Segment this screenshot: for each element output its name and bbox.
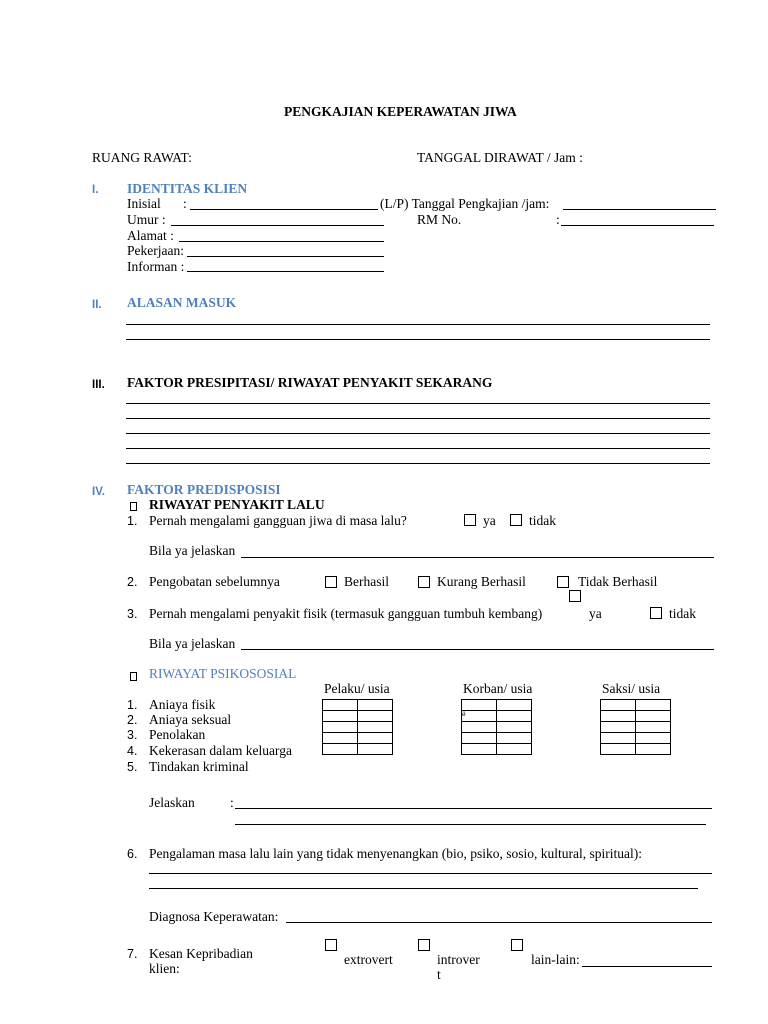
riwayat-psikososial-heading: RIWAYAT PSIKOSOSIAL <box>149 666 297 681</box>
q3-number: 3. <box>127 607 138 621</box>
grid-cell[interactable] <box>636 700 671 711</box>
grid-cell[interactable] <box>601 733 636 744</box>
alamat-field[interactable] <box>179 229 384 242</box>
q1-bila-label: Bila ya jelaskan <box>149 543 236 558</box>
q7-lain-lain-field[interactable] <box>582 954 712 967</box>
grid-cell[interactable] <box>462 744 497 755</box>
grid-cell[interactable] <box>323 733 358 744</box>
q7-number: 7. <box>127 947 138 961</box>
q2-kurang-berhasil-checkbox[interactable] <box>418 576 430 588</box>
q2-tidak-berhasil-checkbox[interactable] <box>557 576 569 588</box>
inisial-field[interactable] <box>190 197 378 210</box>
q2-tidak-berhasil-label: Tidak Berhasil <box>578 574 658 589</box>
jelaskan-line-1[interactable] <box>235 808 712 809</box>
q1-tidak-checkbox[interactable] <box>510 514 522 526</box>
riwayat-penyakit-lalu-heading: RIWAYAT PENYAKIT LALU <box>149 497 325 512</box>
grid-cell[interactable] <box>462 722 497 733</box>
grid-cell[interactable] <box>462 700 497 711</box>
umur-label: Umur : <box>127 212 166 227</box>
q2-number: 2. <box>127 575 138 589</box>
jelaskan-label: Jelaskan <box>149 795 195 810</box>
grid-cell[interactable] <box>601 700 636 711</box>
rm-no-label: RM No. <box>417 212 462 227</box>
q7-lain-lain-label: lain-lain: <box>531 952 580 967</box>
grid-cell[interactable] <box>601 711 636 722</box>
alamat-label: Alamat : <box>127 228 174 243</box>
grid-cell[interactable] <box>358 722 393 733</box>
grid-cell[interactable] <box>497 700 532 711</box>
psiko-item-label: Penolakan <box>149 727 206 742</box>
section-2-number: II. <box>92 299 102 311</box>
q3-ya-label: ya <box>589 606 602 621</box>
grid-cell[interactable] <box>323 722 358 733</box>
psiko-item-label: Aniaya fisik <box>149 697 216 712</box>
q1-text: Pernah mengalami gangguan jiwa di masa lalu? <box>149 513 407 528</box>
faktor-presipitasi-line-1[interactable] <box>126 403 710 404</box>
diagnosa-field[interactable] <box>286 910 712 923</box>
q1-bila-field[interactable] <box>241 545 714 558</box>
rm-no-colon: : <box>556 212 560 227</box>
informan-label: Informan : <box>127 259 185 274</box>
rm-no-field[interactable] <box>561 213 714 226</box>
q2-kurang-berhasil-label: Kurang Berhasil <box>437 574 526 589</box>
grid-cell[interactable] <box>358 744 393 755</box>
page-title: PENGKAJIAN KEPERAWATAN JIWA <box>284 104 517 119</box>
q3-bila-field[interactable] <box>241 637 714 650</box>
section-2-heading: ALASAN MASUK <box>127 295 237 310</box>
inisial-label: Inisial <box>127 196 161 211</box>
bullet-icon <box>130 672 137 681</box>
bullet-icon <box>130 502 137 511</box>
q7-lain-lain-checkbox[interactable] <box>511 939 523 951</box>
grid-cell[interactable] <box>636 733 671 744</box>
q2-berhasil-checkbox[interactable] <box>325 576 337 588</box>
section-3-number: III. <box>92 379 105 391</box>
q3-text: Pernah mengalami penyakit fisik (termasuk gangguan tumbuh kembang) <box>149 606 543 621</box>
section-3-heading: FAKTOR PRESIPITASI/ RIWAYAT PENYAKIT SEKARANG <box>127 375 493 390</box>
grid-cell[interactable] <box>323 711 358 722</box>
tanggal-dirawat-label: TANGGAL DIRAWAT / Jam : <box>417 150 583 165</box>
q7-extrovert-checkbox[interactable] <box>325 939 337 951</box>
diagnosa-label: Diagnosa Keperawatan: <box>149 909 279 924</box>
grid-cell[interactable] <box>497 711 532 722</box>
q1-number: 1. <box>127 514 138 528</box>
q7-text-line-1: Kesan Kepribadian <box>149 946 253 961</box>
psiko-item-label: Kekerasan dalam keluarga <box>149 743 292 758</box>
q6-number: 6. <box>127 847 138 861</box>
grid-mark: ǿ <box>462 710 466 718</box>
korban-grid[interactable] <box>461 699 532 755</box>
grid-cell[interactable] <box>636 711 671 722</box>
section-4-number: IV. <box>92 486 106 498</box>
faktor-presipitasi-line-4[interactable] <box>126 448 710 449</box>
grid-cell[interactable] <box>636 722 671 733</box>
korban-usia-header: Korban/ usia <box>463 681 533 696</box>
jelaskan-colon: : <box>230 795 234 810</box>
psiko-item-number: 1. <box>127 698 138 712</box>
psiko-item-label: Aniaya seksual <box>149 712 232 727</box>
faktor-presipitasi-line-5[interactable] <box>126 463 710 464</box>
q1-ya-label: ya <box>483 513 496 528</box>
jelaskan-line-2[interactable] <box>235 824 706 825</box>
q7-text-line-2: klien: <box>149 961 180 976</box>
psiko-item-number: 4. <box>127 744 138 758</box>
q2-berhasil-label: Berhasil <box>344 574 389 589</box>
q6-text: Pengalaman masa lalu lain yang tidak menyenangkan (bio, psiko, sosio, kultural, spiritual): <box>149 846 643 861</box>
section-1-number: I. <box>92 184 99 196</box>
pekerjaan-label: Pekerjaan: <box>127 243 184 258</box>
grid-cell[interactable] <box>323 700 358 711</box>
pelaku-grid[interactable] <box>322 699 393 755</box>
alasan-masuk-line-2[interactable] <box>126 339 710 340</box>
section-4-heading: FAKTOR PREDISPOSISI <box>127 482 281 497</box>
grid-cell[interactable] <box>497 744 532 755</box>
lp-tanggal-pengkajian-label: (L/P) Tanggal Pengkajian /jam: <box>380 196 550 211</box>
q2-text: Pengobatan sebelumnya <box>149 574 280 589</box>
faktor-presipitasi-line-3[interactable] <box>126 433 710 434</box>
informan-field[interactable] <box>187 259 384 272</box>
grid-cell[interactable] <box>497 722 532 733</box>
pekerjaan-field[interactable] <box>187 244 384 257</box>
q7-introvert-checkbox[interactable] <box>418 939 430 951</box>
grid-cell[interactable] <box>323 744 358 755</box>
ruang-rawat-label: RUANG RAWAT: <box>92 150 192 165</box>
psiko-item-number: 2. <box>127 713 138 727</box>
inisial-colon: : <box>183 196 187 211</box>
q3-tidak-label: tidak <box>669 606 696 621</box>
saksi-usia-header: Saksi/ usia <box>602 681 661 696</box>
grid-cell[interactable] <box>358 711 393 722</box>
section-1-heading: IDENTITAS KLIEN <box>127 181 248 196</box>
q1-tidak-label: tidak <box>529 513 556 528</box>
psiko-item-label: Tindakan kriminal <box>149 759 249 774</box>
saksi-grid[interactable] <box>600 699 671 755</box>
q6-line-2[interactable] <box>149 888 698 889</box>
grid-cell[interactable] <box>358 700 393 711</box>
q1-ya-checkbox[interactable] <box>464 514 476 526</box>
tanggal-pengkajian-field[interactable] <box>563 197 716 210</box>
psiko-item-number: 3. <box>127 728 138 742</box>
grid-cell[interactable] <box>497 733 532 744</box>
faktor-presipitasi-line-2[interactable] <box>126 418 710 419</box>
psiko-item-number: 5. <box>127 760 138 774</box>
q3-bila-label: Bila ya jelaskan <box>149 636 236 651</box>
grid-cell[interactable] <box>601 744 636 755</box>
q6-line-1[interactable] <box>149 873 712 874</box>
q3-tidak-checkbox[interactable] <box>650 607 662 619</box>
q2-extra-checkbox[interactable] <box>569 590 581 602</box>
alasan-masuk-line-1[interactable] <box>126 324 710 325</box>
grid-cell[interactable] <box>601 722 636 733</box>
grid-cell[interactable] <box>462 711 497 722</box>
q7-introvert-label-2: t <box>437 967 441 982</box>
q7-extrovert-label: extrovert <box>344 952 393 967</box>
pelaku-usia-header: Pelaku/ usia <box>324 681 390 696</box>
grid-cell[interactable] <box>358 733 393 744</box>
q7-introvert-label-1: introver <box>437 952 480 967</box>
grid-cell[interactable] <box>636 744 671 755</box>
grid-cell[interactable] <box>462 733 497 744</box>
umur-field[interactable] <box>171 213 384 226</box>
